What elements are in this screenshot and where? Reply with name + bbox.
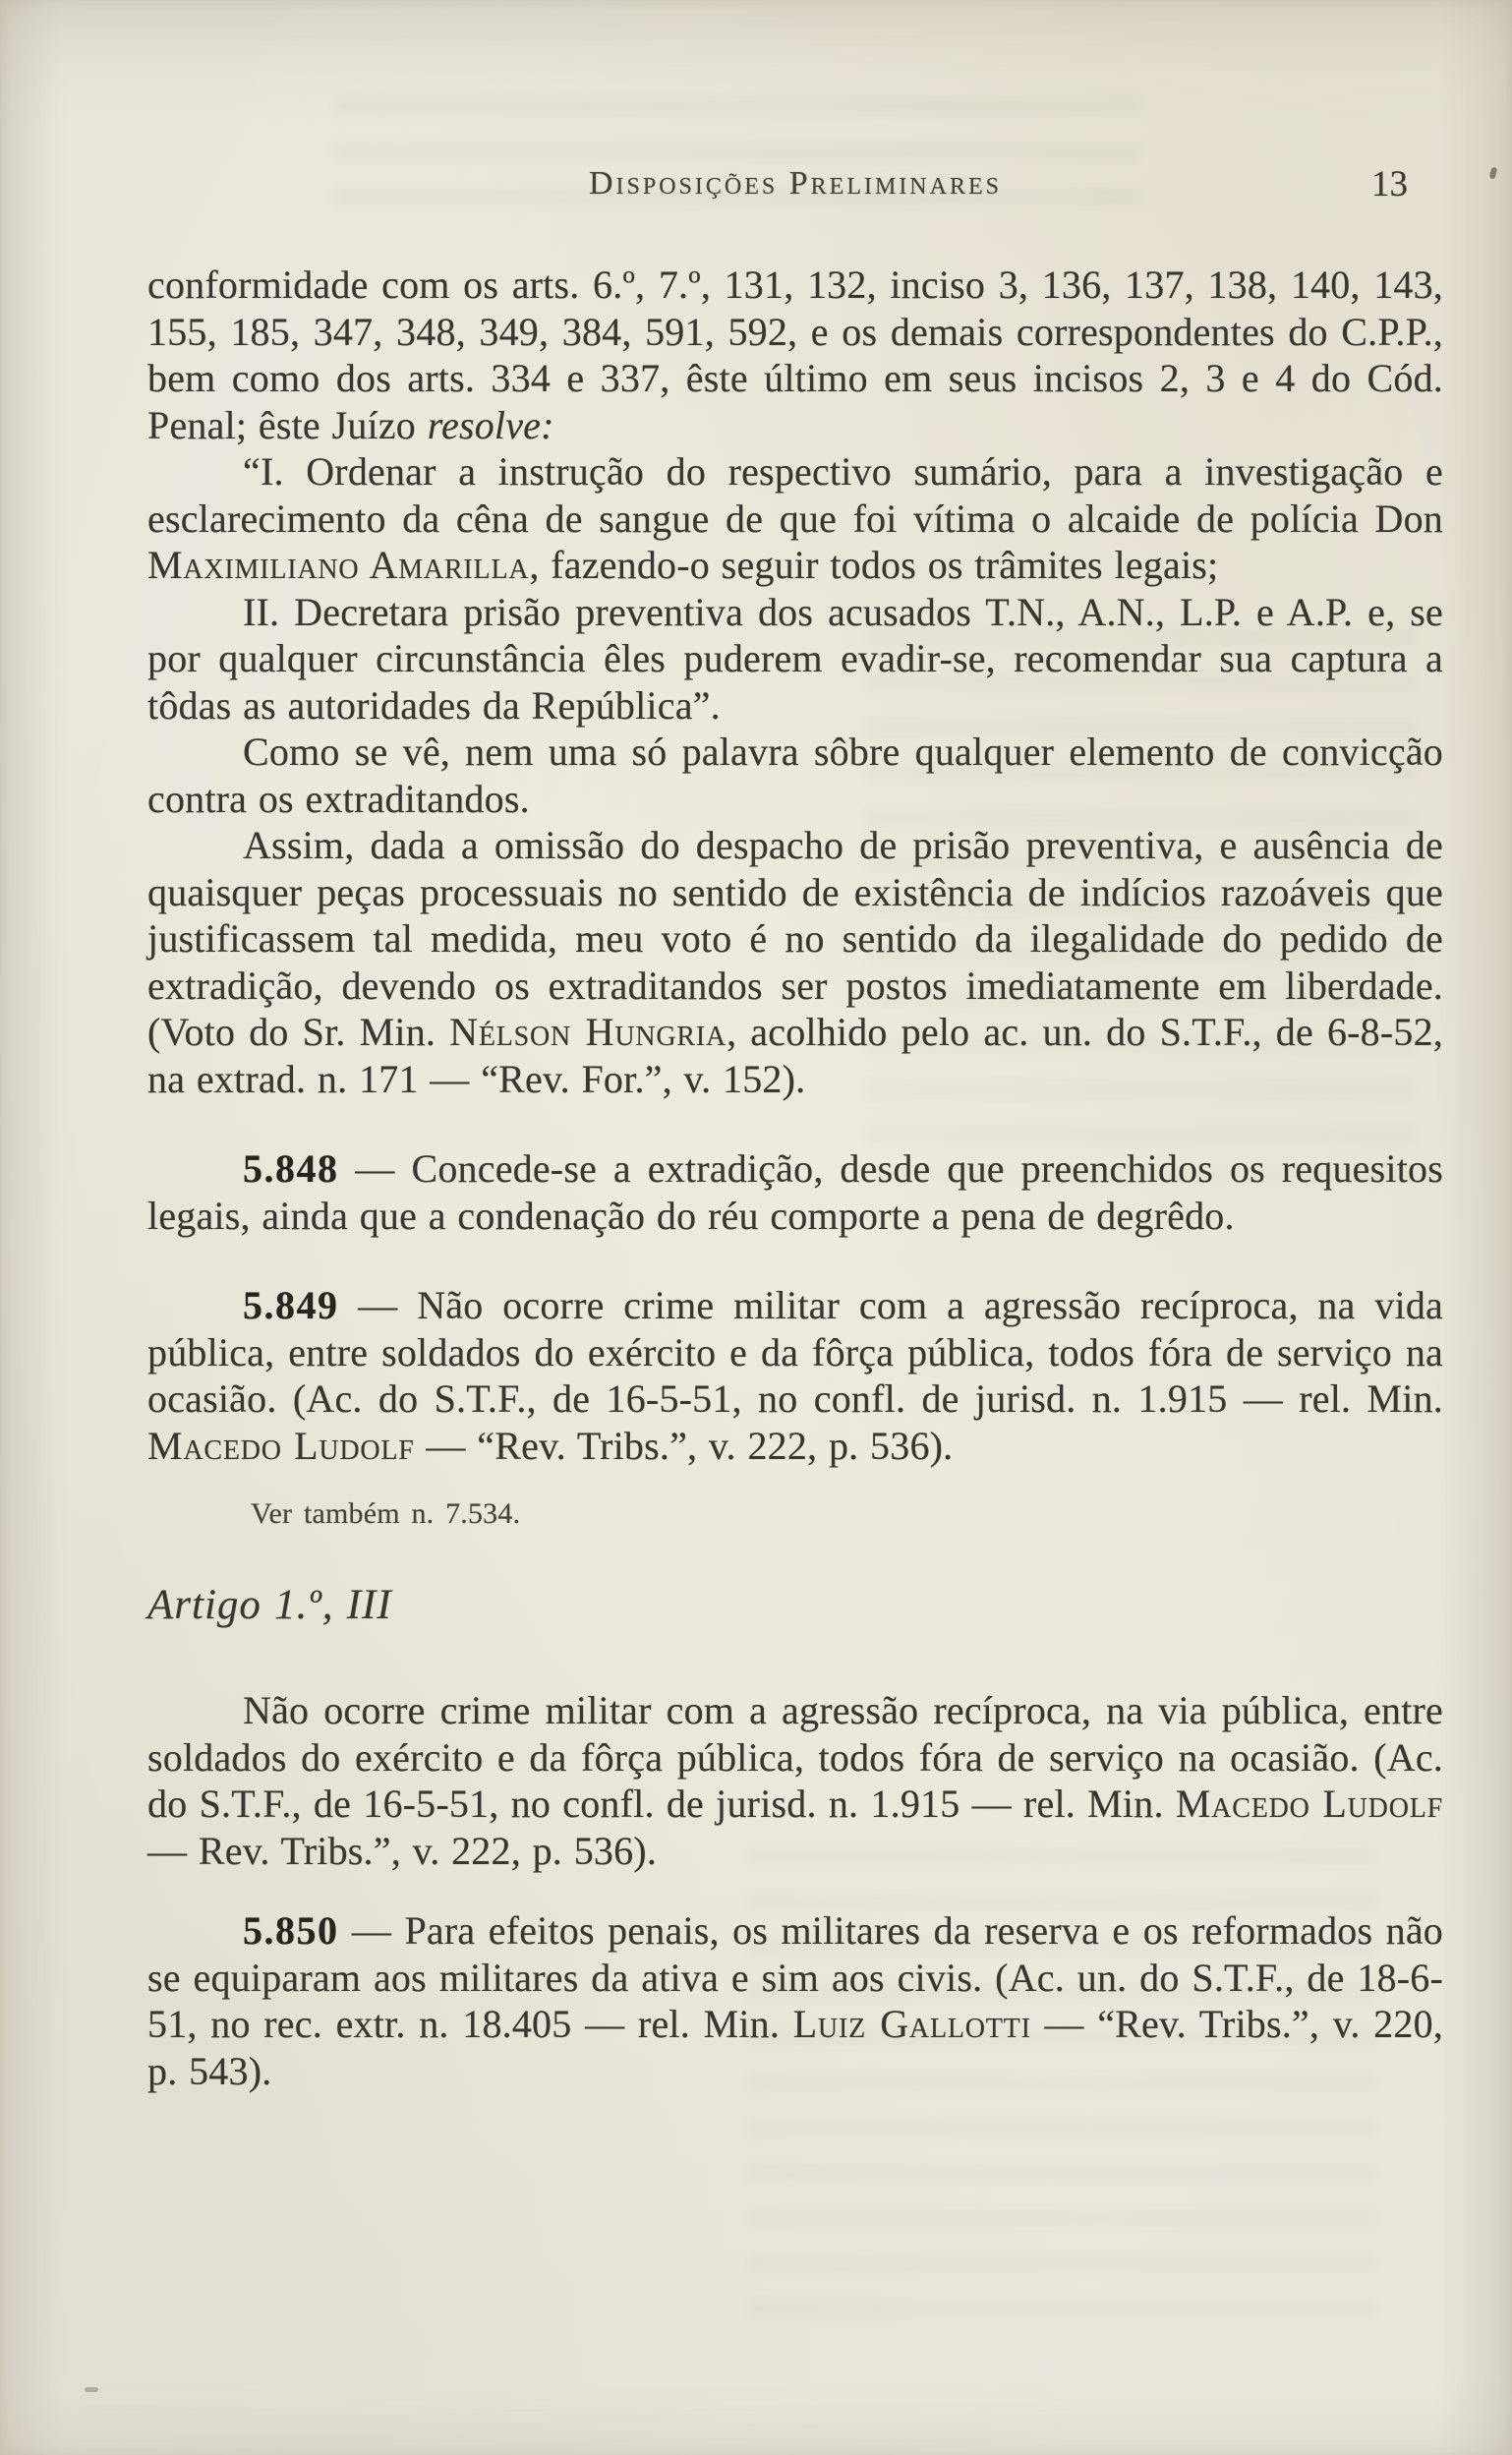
paragraph-text-italic: resolve: bbox=[427, 402, 554, 447]
section-heading-artigo bbox=[147, 1581, 1443, 1630]
paragraph-quote-item-1 bbox=[147, 448, 1443, 589]
see-also-note bbox=[147, 1496, 1443, 1532]
paragraph-text: — “Rev. Tribs.”, v. 220, p. 543). bbox=[147, 2002, 1443, 2093]
entry-5850 bbox=[147, 1907, 1443, 2094]
paragraph-text: II. Decretara prisão preventiva dos acusados T.N., A.N., L.P. e A.P. e, se por qualquer circunstância êles puderem evadir-se, recomendar sua captura a tôdas as autoridades da República”. bbox=[147, 589, 1443, 728]
entry-5849 bbox=[147, 1282, 1443, 1469]
paragraph-text: “I. Ordenar a instrução do respectivo sumário, para a investigação e esclarecimento da cêna de sangue de que foi vítima o alcaide de polícia Don bbox=[147, 449, 1443, 541]
paragraph-text: — Para efeitos penais, os militares da reserva e os reformados não se equiparam aos militares da ativa e sim aos civis. (Ac. un. do S.T.F., de 18-6-51, no rec. extr. n. 18.405 — rel. Min. bbox=[147, 1908, 1443, 2046]
paragraph-comment bbox=[147, 729, 1443, 822]
entry-number: 5.848 bbox=[243, 1146, 339, 1191]
paragraph-quote-item-2 bbox=[147, 589, 1443, 730]
person-name-smallcaps: Nélson Hungria bbox=[449, 1010, 727, 1054]
entry-5848 bbox=[147, 1145, 1443, 1239]
paragraph-text: — Concede-se a extradição, desde que preenchidos os requesitos legais, ainda que a condenação do réu comporte a pena de degrêdo. bbox=[147, 1146, 1443, 1238]
paragraph-vote bbox=[147, 822, 1443, 1102]
page-body bbox=[147, 262, 1443, 2094]
paragraph-text: Assim, dada a omissão do despacho de prisão preventiva, e ausência de quaisquer peças processuais no sentido de existência de indícios razoáveis que justificassem tal medida, meu voto é no sentido da ilegalidade do pedido de extradição, devendo os extraditandos ser postos imediatamente em liberdade. (Voto do Sr. Min. bbox=[147, 823, 1443, 1054]
scan-speck bbox=[85, 2387, 98, 2392]
entry-number: 5.850 bbox=[243, 1908, 339, 1953]
paragraph-continuation bbox=[147, 262, 1443, 448]
paragraph-text: conformidade com os arts. 6.º, 7.º, 131, 132, inciso 3, 136, 137, 138, 140, 143, 155, 185, 347, 348, 349, 384, 591, 592, e os demais correspondentes do C.P.P., bem como dos arts. 334 e 337, êste último em seus incisos 2, 3 e 4 do Cód. Penal; êste Juízo bbox=[147, 263, 1443, 447]
paragraph-text: , acolhido pelo ac. un. do S.T.F., de 6-8-52, na extrad. n. 171 — “Rev. For.”, v. 152). bbox=[147, 1010, 1443, 1101]
paragraph-text: — Rev. Tribs.”, v. 222, p. 536). bbox=[147, 1828, 658, 1873]
heading-text: Artigo 1.º, III bbox=[147, 1582, 392, 1628]
note-text: Ver também n. 7.534. bbox=[251, 1497, 521, 1530]
page-number: 13 bbox=[1371, 164, 1408, 205]
person-name-smallcaps: Maximiliano Amarilla bbox=[147, 543, 530, 587]
paragraph-text: — Não ocorre crime militar com a agressão recíproca, na vida pública, entre soldados do exército e da fôrça pública, todos fóra de serviço na ocasião. (Ac. do S.T.F., de 16-5-51, no confl. de jurisd. n. 1.915 — rel. Min. bbox=[147, 1283, 1443, 1421]
paragraph-text: — “Rev. Tribs.”, v. 222, p. 536). bbox=[414, 1423, 954, 1468]
paragraph-text: Como se vê, nem uma só palavra sôbre qualquer elemento de convicção contra os extraditandos. bbox=[147, 730, 1443, 821]
scan-speck bbox=[1489, 166, 1498, 179]
running-header bbox=[147, 165, 1443, 208]
person-name-smallcaps: Macedo Ludolf bbox=[147, 1423, 415, 1468]
paragraph-text: Não ocorre crime militar com a agressão recíproca, na via pública, entre soldados do exército e da fôrça pública, todos fóra de serviço na ocasião. (Ac. do S.T.F., de 16-5-51, no confl. de jurisd. n. 1.915 — rel. Min. bbox=[147, 1688, 1443, 1826]
person-name-smallcaps: Luiz Gallotti bbox=[792, 2002, 1031, 2046]
person-name-smallcaps: Macedo Ludolf bbox=[1175, 1782, 1443, 1826]
paragraph-artigo bbox=[147, 1687, 1443, 1874]
paragraph-text: , fazendo-o seguir todos os trâmites legais; bbox=[529, 543, 1219, 587]
entry-number: 5.849 bbox=[243, 1283, 339, 1327]
running-header-title: Disposições Preliminares bbox=[588, 165, 1002, 202]
